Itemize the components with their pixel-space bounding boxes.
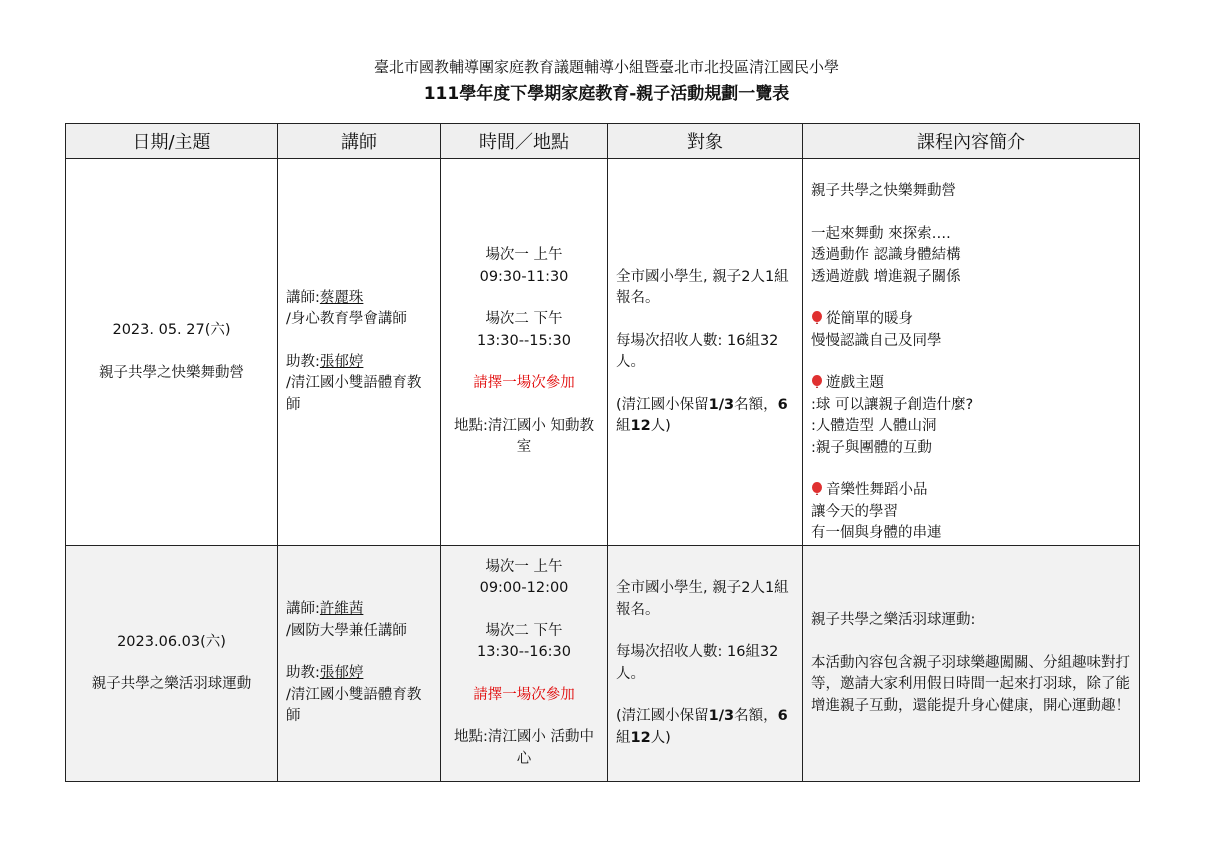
audience-line-1: 全市國小學生, 親子2人1組報名。 [616, 580, 789, 618]
audience-line-1: 全市國小學生, 親子2人1組報名。 [616, 268, 789, 306]
assistant-name: 張郁婷 [319, 665, 364, 682]
col-header-content: 課程內容簡介 [803, 124, 1140, 159]
session1-label: 場次一 上午 [485, 247, 563, 264]
event-date: 2023.06.03(六) [117, 633, 226, 650]
assistant-prefix: 助教: [286, 665, 320, 682]
content-body: 本活動內容包含親子羽球樂趣闖關、分組趣味對打等，邀請大家利用假日時間一起來打羽球，除了能增進親子互動，還能提升身心健康，開心運動趣！ [811, 654, 1130, 714]
session2-label: 場次二 下午 [485, 311, 563, 328]
assistant-title: /清江國小雙語體育教師 [286, 375, 422, 413]
schedule-cell [441, 159, 608, 546]
content-title: 親子共學之快樂舞動營 [811, 183, 956, 199]
col-header-date: 日期/主題 [66, 124, 278, 159]
reserve-people: 12 [630, 418, 651, 434]
assistant-name: 張郁婷 [319, 353, 364, 370]
content-cell [803, 546, 1140, 782]
reserve-people: 12 [630, 729, 651, 746]
table-header-row [66, 124, 1140, 159]
session1-time: 09:30-11:30 [479, 268, 569, 285]
section-3-line-2: 有一個與身體的串連 [811, 525, 942, 541]
reserve-mid2: 組 [616, 729, 631, 746]
audience-cell [608, 159, 803, 546]
audience-cell [608, 546, 803, 782]
reserve-mid2: 組 [616, 418, 631, 434]
reserve-pre: (清江國小保留 [616, 708, 709, 724]
teacher-prefix: 講師: [286, 601, 320, 618]
section-3-line-1: 讓今天的學習 [811, 503, 898, 520]
session2-label: 場次二 下午 [485, 622, 563, 639]
table-row [66, 546, 1140, 782]
teacher-line [286, 599, 432, 621]
teacher-cell [278, 546, 441, 782]
session1-time: 09:00-12:00 [479, 580, 569, 597]
reserve-end: 人) [650, 418, 671, 434]
balloon-icon [811, 375, 823, 389]
schedule-cell [441, 546, 608, 782]
section-2-line-2: :人體造型 人體山洞 [811, 418, 937, 434]
section-3-head: 音樂性舞蹈小品 [826, 482, 928, 498]
content-cell [803, 159, 1140, 546]
session2-time: 13:30--16:30 [476, 644, 572, 661]
location: 地點:清江國小 知動教室 [454, 417, 594, 456]
teacher-name: 許維茜 [319, 601, 364, 618]
session-note: 請擇一場次參加 [473, 375, 575, 392]
col-header-audience: 對象 [608, 124, 803, 159]
teacher-prefix: 講師: [286, 289, 320, 306]
section-2 [811, 373, 1131, 395]
audience-reserve [616, 395, 794, 438]
reserve-end: 人) [650, 729, 671, 746]
assistant-title: /清江國小雙語體育教師 [286, 686, 422, 725]
date-topic-cell [66, 546, 278, 782]
reserve-pre: (清江國小保留 [616, 396, 709, 413]
header-line-1: 臺北市國教輔導團家庭教育議題輔導小組暨臺北市北投區清江國民小學 [373, 58, 839, 76]
event-date: 2023. 05. 27(六) [112, 322, 231, 338]
audience-line-2: 每場次招收人數: 16組32人。 [616, 644, 779, 682]
content-title: 親子共學之樂活羽球運動: [811, 612, 976, 628]
reserve-mid: 名額， [734, 396, 778, 413]
audience-line-2: 每場次招收人數: 16組32人。 [616, 332, 779, 370]
section-1 [811, 309, 1131, 331]
balloon-icon [811, 311, 823, 325]
location: 地點:清江國小 活動中心 [454, 729, 594, 767]
assistant-prefix: 助教: [286, 353, 320, 370]
event-topic: 親子共學之樂活羽球運動 [91, 676, 252, 692]
content-intro-1: 一起來舞動 來探索…. [811, 225, 951, 242]
section-1-line: 慢慢認識自己及同學 [811, 332, 942, 349]
teacher-title: /身心教育學會講師 [286, 311, 407, 328]
content-intro-2: 透過動作 認識身體結構 [811, 247, 961, 263]
date-topic-cell [66, 159, 278, 546]
reserve-groups: 6 [777, 708, 788, 724]
reserve-mid: 名額， [734, 708, 778, 724]
table-row [66, 159, 1140, 546]
audience-reserve [616, 706, 794, 749]
activity-table [65, 123, 1140, 782]
teacher-title: /國防大學兼任講師 [286, 622, 407, 639]
section-3 [811, 480, 1131, 502]
session1-label: 場次一 上午 [485, 558, 563, 575]
section-1-head: 從簡單的暖身 [826, 311, 913, 327]
page-title: 111學年度下學期家庭教育-親子活動規劃一覽表 [423, 84, 790, 104]
session2-time: 13:30--15:30 [476, 332, 572, 349]
section-2-line-1: :球 可以讓親子創造什麼? [811, 396, 974, 413]
teacher-cell [278, 159, 441, 546]
session-note: 請擇一場次參加 [473, 686, 575, 703]
col-header-time-place: 時間／地點 [441, 124, 608, 159]
reserve-groups: 6 [777, 396, 788, 413]
section-2-head: 遊戲主題 [826, 375, 884, 391]
reserve-fraction: 1/3 [708, 396, 735, 413]
assistant-line [286, 663, 432, 685]
teacher-name: 蔡麗珠 [319, 289, 364, 306]
col-header-teacher: 講師 [278, 124, 441, 159]
teacher-line [286, 288, 432, 310]
assistant-line [286, 352, 432, 374]
section-2-line-3: :親子與團體的互動 [811, 439, 932, 456]
reserve-fraction: 1/3 [708, 708, 735, 724]
balloon-icon [811, 482, 823, 496]
event-topic: 親子共學之快樂舞動營 [99, 364, 244, 381]
content-intro-3: 透過遊戲 增進親子關係 [811, 268, 961, 285]
